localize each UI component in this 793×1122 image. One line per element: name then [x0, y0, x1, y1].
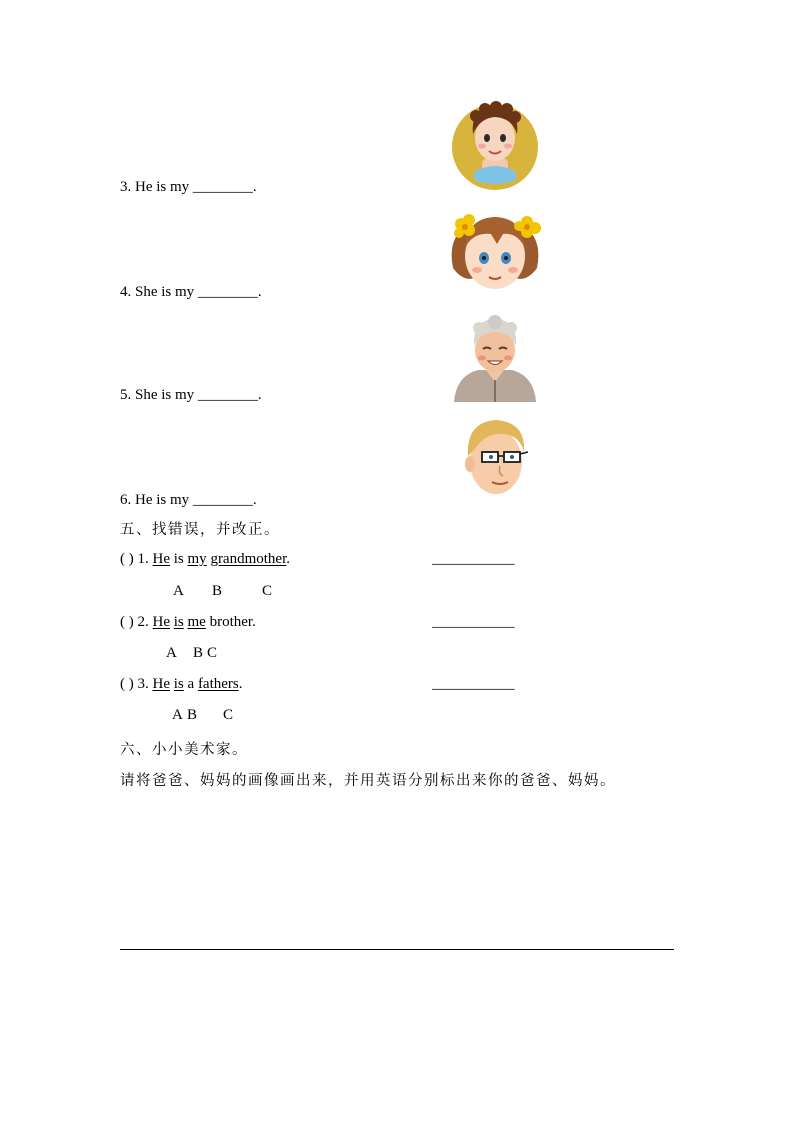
section-6-instruction: 请将爸爸、妈妈的画像画出来，并用英语分别标出来你的爸爸、妈妈。	[120, 773, 616, 789]
label-b: B	[212, 583, 223, 599]
answer-bracket[interactable]: ( )	[120, 551, 134, 567]
correction-line[interactable]: ___________	[432, 614, 515, 630]
part-text: .	[238, 676, 243, 692]
man-glasses-icon	[460, 416, 534, 498]
error-question-3	[120, 676, 243, 693]
part-text: a	[183, 676, 198, 692]
error-question-1	[120, 551, 290, 568]
part-c: fathers	[197, 676, 239, 692]
label-a: A	[173, 583, 184, 599]
label-c: C	[207, 645, 218, 661]
question-5: 5. She is my ________.	[120, 387, 262, 403]
question-3: 3. He is my ________.	[120, 179, 257, 195]
boy-face-icon	[452, 100, 540, 192]
part-a: He	[152, 614, 170, 630]
label-a: A	[172, 707, 183, 723]
girl-face-icon	[447, 208, 543, 294]
part-c: me	[187, 614, 206, 630]
part-b: is	[173, 676, 184, 692]
part-a: He	[152, 551, 170, 567]
part-b: is	[173, 614, 184, 630]
question-number: 3.	[137, 676, 149, 692]
question-6: 6. He is my ________.	[120, 492, 257, 508]
answer-bracket[interactable]: ( )	[120, 614, 134, 630]
answer-bracket[interactable]: ( )	[120, 676, 134, 692]
section-6-title: 六、小小美术家。	[120, 742, 248, 758]
label-c: C	[262, 583, 273, 599]
question-4: 4. She is my ________.	[120, 284, 262, 300]
part-c: grandmother	[210, 551, 287, 567]
grandmother-icon	[452, 314, 538, 402]
question-number: 1.	[137, 551, 149, 567]
label-b: B	[187, 707, 198, 723]
correction-line[interactable]: ___________	[432, 551, 515, 567]
divider-line	[120, 949, 674, 950]
correction-line[interactable]: ___________	[432, 676, 515, 692]
label-c: C	[223, 707, 234, 723]
label-a: A	[166, 645, 177, 661]
question-number: 2.	[137, 614, 149, 630]
part-text: is	[170, 551, 188, 567]
part-b: my	[187, 551, 207, 567]
section-5-title: 五、找错误，并改正。	[120, 522, 280, 538]
label-b: B	[193, 645, 204, 661]
part-text: brother.	[205, 614, 256, 630]
error-question-2	[120, 614, 256, 631]
part-text: .	[286, 551, 291, 567]
part-a: He	[152, 676, 170, 692]
